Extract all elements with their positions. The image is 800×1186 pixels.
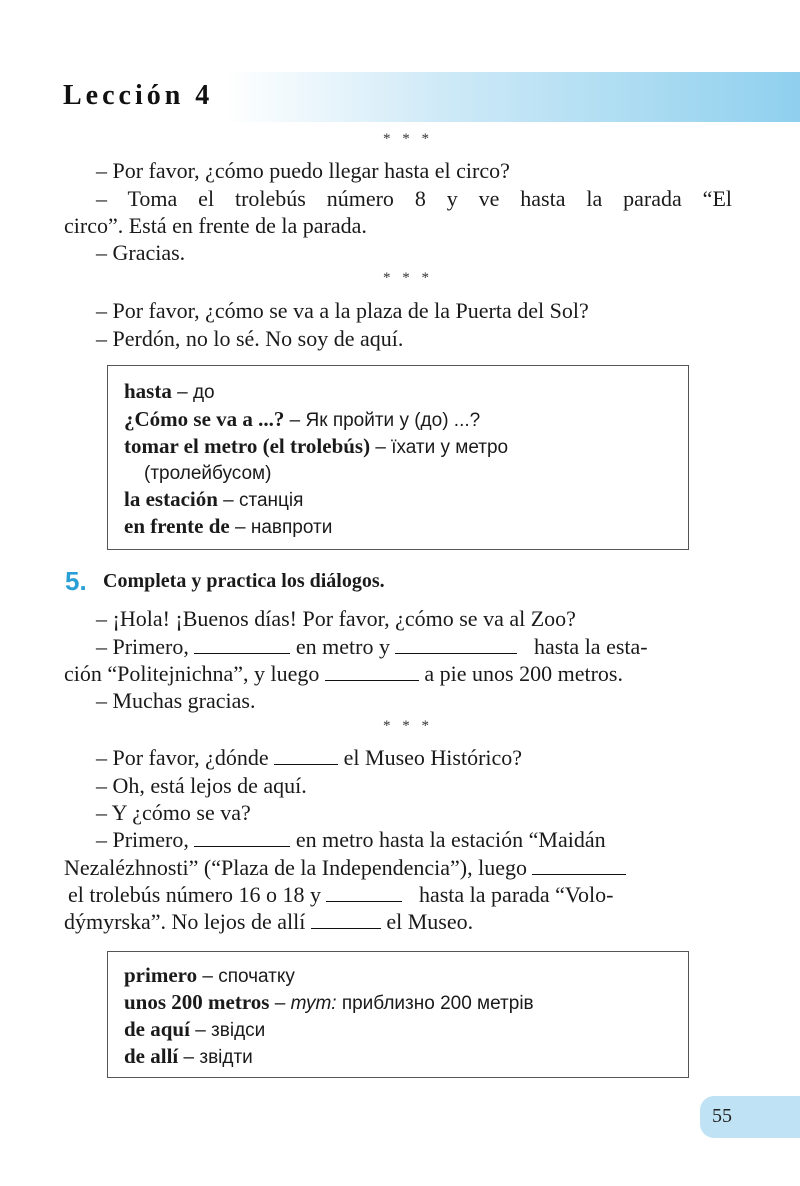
dialog-line: – Gracias. — [96, 240, 186, 265]
lesson-title: Lección 4 — [63, 80, 214, 111]
dialog-line: – Por favor, ¿cómo se va a la plaza de la Puerta del Sol? — [96, 298, 589, 323]
page-number: 55 — [712, 1105, 732, 1127]
dialog-line: – Toma el trolebús número 8 y ve hasta la parada “El — [96, 186, 732, 211]
dialog-line: – Muchas gracias. — [96, 688, 256, 713]
vocab-entry: ¿Cómo se va a ...? – Як пройти у (до) ...? — [124, 407, 481, 431]
dialog-line: – Y ¿cómo se va? — [96, 800, 251, 825]
vocab-entry: de allí – звідти — [124, 1044, 253, 1068]
section-separator: * * * — [383, 131, 433, 147]
dialog-line: – Primero, en metro hasta la estación “Maidán — [96, 827, 606, 852]
dialog-line: – Por favor, ¿dónde el Museo Histórico? — [96, 745, 523, 770]
section-separator: * * * — [383, 270, 433, 286]
blank-field[interactable] — [395, 635, 517, 654]
exercise-number: 5. — [65, 566, 87, 596]
dialog-line: – Oh, está lejos de aquí. — [96, 773, 307, 798]
vocab-entry: la estación – станція — [124, 487, 304, 511]
vocab-entry-continuation: (тролейбусом) — [144, 463, 272, 484]
blank-field[interactable] — [194, 635, 290, 654]
dialog-line: – Perdón, no lo sé. No soy de aquí. — [96, 326, 404, 351]
vocab-entry: tomar el metro (el trolebús) – їхати у метро — [124, 434, 509, 458]
dialog-line: dýmyrska”. No lejos de allí el Museo. — [64, 909, 474, 934]
vocab-entry: primero – спочатку — [124, 963, 295, 987]
vocab-entry: hasta – до — [124, 379, 215, 403]
blank-field[interactable] — [326, 883, 402, 902]
blank-field[interactable] — [311, 910, 381, 929]
blank-field[interactable] — [194, 828, 290, 847]
section-separator: * * * — [383, 718, 433, 734]
dialog-line: el trolebús número 16 o 18 y hasta la parada “Volo- — [68, 882, 614, 907]
dialog-line: Nezalézhnosti” (“Plaza de la Independencia”), luego — [64, 855, 626, 881]
vocab-entry: en frente de – навпроти — [124, 514, 333, 538]
dialog-line: ción “Politejnichna”, y luego a pie unos 200 metros. — [64, 661, 623, 686]
dialog-line: – Por favor, ¿cómo puedo llegar hasta el circo? — [96, 158, 510, 183]
dialog-line: – Primero, en metro y hasta la esta- — [96, 634, 648, 659]
dialog-line: circo”. Está en frente de la parada. — [64, 213, 367, 238]
blank-field[interactable] — [325, 662, 419, 681]
blank-field[interactable] — [532, 856, 626, 875]
exercise-title: Completa y practica los diálogos. — [103, 570, 385, 592]
vocab-entry: de aquí – звідси — [124, 1017, 266, 1041]
dialog-line: – ¡Hola! ¡Buenos días! Por favor, ¿cómo se va al Zoo? — [96, 606, 576, 631]
blank-field[interactable] — [274, 746, 338, 765]
vocabulary-box — [107, 951, 689, 1078]
vocab-entry: unos 200 metros – тут: приблизно 200 метрів — [124, 990, 534, 1014]
vocabulary-box — [107, 365, 689, 550]
